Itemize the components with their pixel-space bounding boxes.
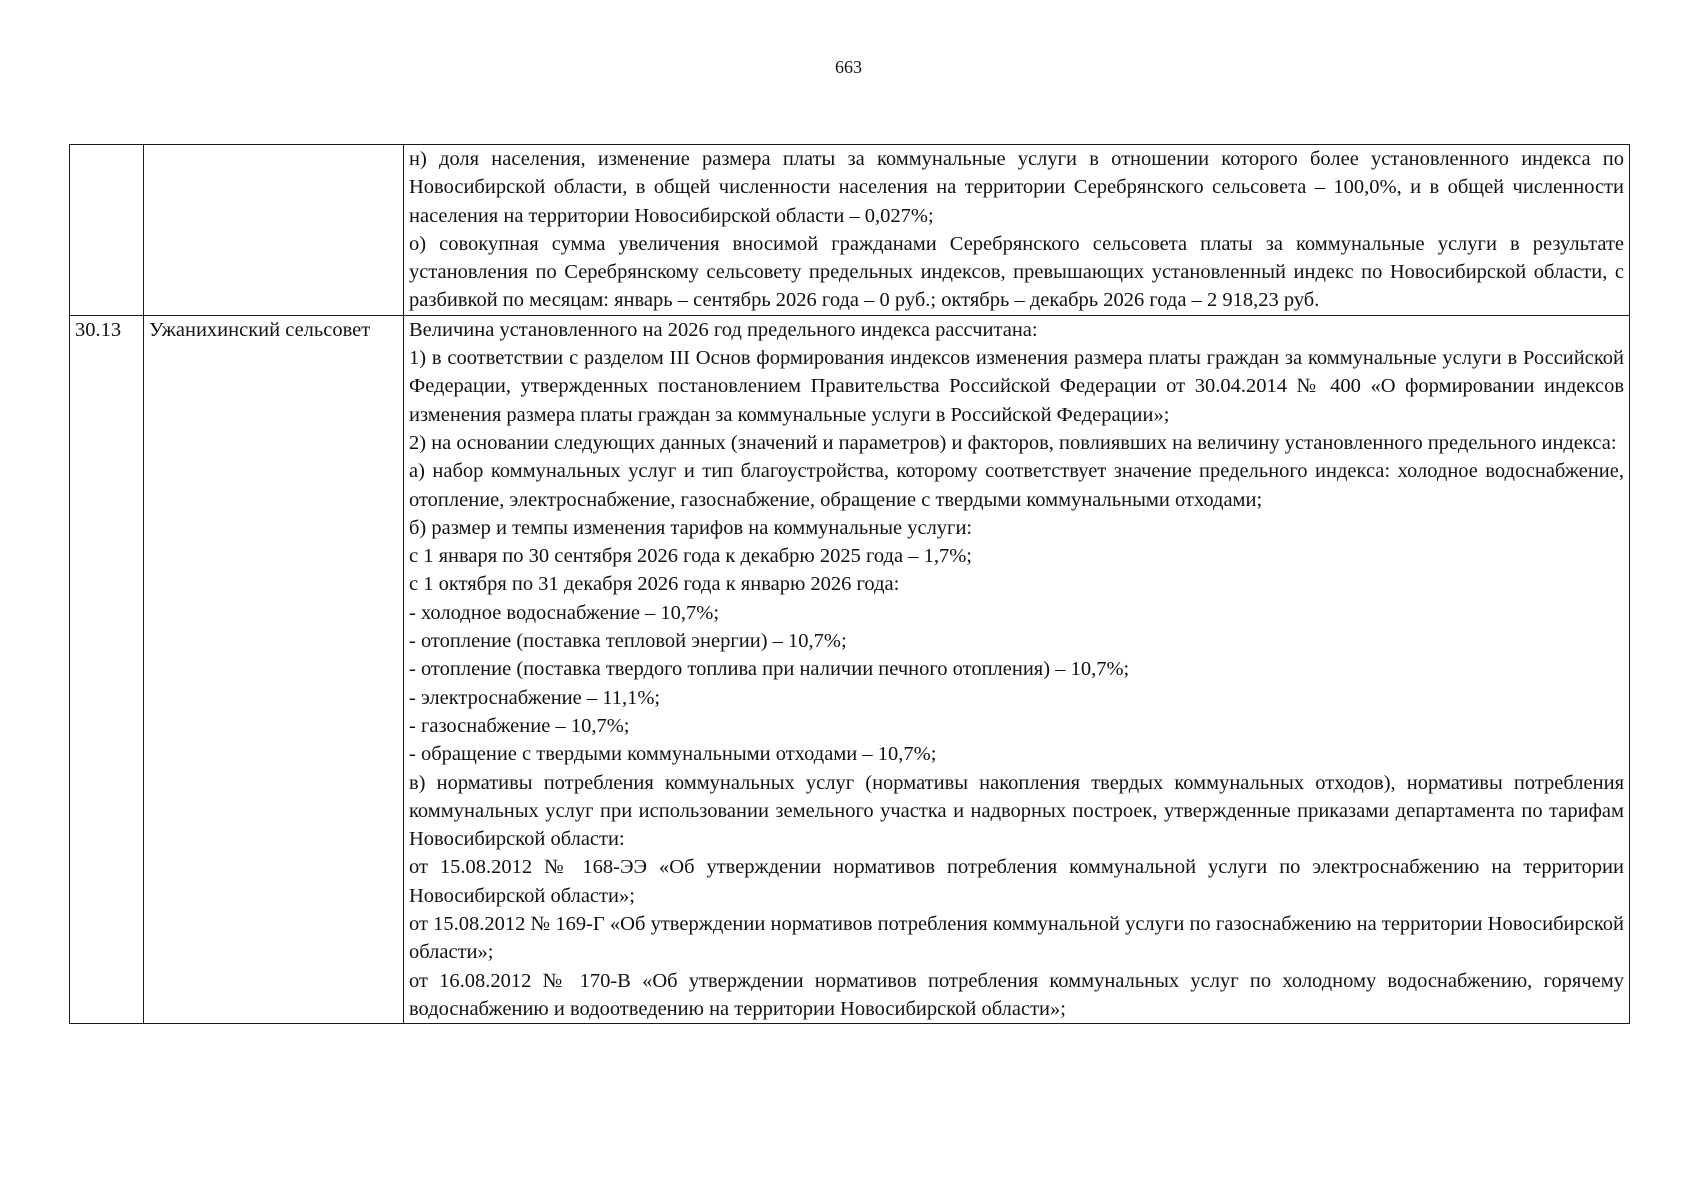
row-number-cell: 30.13 — [70, 315, 144, 1023]
paragraph: в) нормативы потребления коммунальных услуг (нормативы накопления твердых коммунальных отходов), нормативы потребления коммунальных услуг при использовании земельного участка и надворных построек, утвержденные приказами департамента по тарифам Новосибирской области: — [409, 771, 1624, 851]
description-cell — [404, 145, 1630, 316]
paragraph: н) доля населения, изменение размера платы за коммунальные услуги в отношении которого более установленного индекса по Новосибирской области, в общей численности населения на территории Серебрянского сельсовета – 100,0%, и в общей численности населения на территории Новосибирской области – 0,027%; — [409, 148, 1624, 227]
description-cell — [404, 315, 1630, 1023]
table-row — [70, 145, 1630, 316]
row-number-cell — [70, 145, 144, 316]
paragraph: 2) на основании следующих данных (значений и параметров) и факторов, повлиявших на величину установленного предельного индекса: — [409, 431, 1617, 454]
paragraph: с 1 октября по 31 декабря 2026 года к январю 2026 года: — [409, 573, 900, 596]
paragraph: от 15.08.2012 № 168-ЭЭ «Об утверждении нормативов потребления коммунальной услуги по электроснабжению на территории Новосибирской области»; — [409, 856, 1624, 907]
paragraph: 1) в соответствии с разделом III Основ формирования индексов изменения размера платы граждан за коммунальные услуги в Российской Федерации, утвержденных постановлением Правительства Российской Федерации от 30.04.2014 № 400 «О формировании индексов изменения размера платы граждан за коммунальные услуги в Российской Федерации»; — [409, 347, 1624, 426]
paragraph: - газоснабжение – 10,7%; — [409, 714, 630, 737]
document-table — [69, 144, 1630, 1024]
paragraph: о) совокупная сумма увеличения вносимой гражданами Серебрянского сельсовета платы за коммунальные услуги в результате установления по Серебрянскому сельсовету предельных индексов, превышающих установленный индекс по Новосибирской области, с разбивкой по месяцам: январь – сентябрь 2026 года – 0 руб.; октябрь – декабрь 2026 года – 2 918,23 руб. — [409, 232, 1624, 312]
paragraph: - холодное водоснабжение – 10,7%; — [409, 601, 720, 624]
paragraph: - отопление (поставка твердого топлива при наличии печного отопления) – 10,7%; — [409, 658, 1130, 681]
paragraph: - электроснабжение – 11,1%; — [409, 686, 661, 709]
municipality-name-cell — [144, 145, 404, 316]
municipality-name-cell: Ужанихинский сельсовет — [144, 315, 404, 1023]
paragraph: от 16.08.2012 № 170-В «Об утверждении нормативов потребления коммунальных услуг по холодному водоснабжению, горячему водоснабжению и водоотведению на территории Новосибирской области»; — [409, 969, 1624, 1020]
paragraph: Величина установленного на 2026 год предельного индекса рассчитана: — [409, 318, 1038, 341]
paragraph: от 15.08.2012 № 169-Г «Об утверждении нормативов потребления коммунальной услуги по газоснабжению на территории Новосибирской области»; — [409, 913, 1624, 964]
paragraph: с 1 января по 30 сентября 2026 года к декабрю 2025 года – 1,7%; — [409, 545, 972, 568]
page-number: 663 — [835, 57, 862, 77]
paragraph: - отопление (поставка тепловой энергии) – 10,7%; — [409, 630, 847, 653]
paragraph: а) набор коммунальных услуг и тип благоустройства, которому соответствует значение предельного индекса: холодное водоснабжение, отопление, электроснабжение, газоснабжение, обращение с твердыми коммунальными отходами; — [409, 460, 1624, 511]
paragraph: б) размер и темпы изменения тарифов на коммунальные услуги: — [409, 516, 973, 539]
table-row — [70, 315, 1630, 1023]
paragraph: - обращение с твердыми коммунальными отходами – 10,7%; — [409, 743, 937, 766]
